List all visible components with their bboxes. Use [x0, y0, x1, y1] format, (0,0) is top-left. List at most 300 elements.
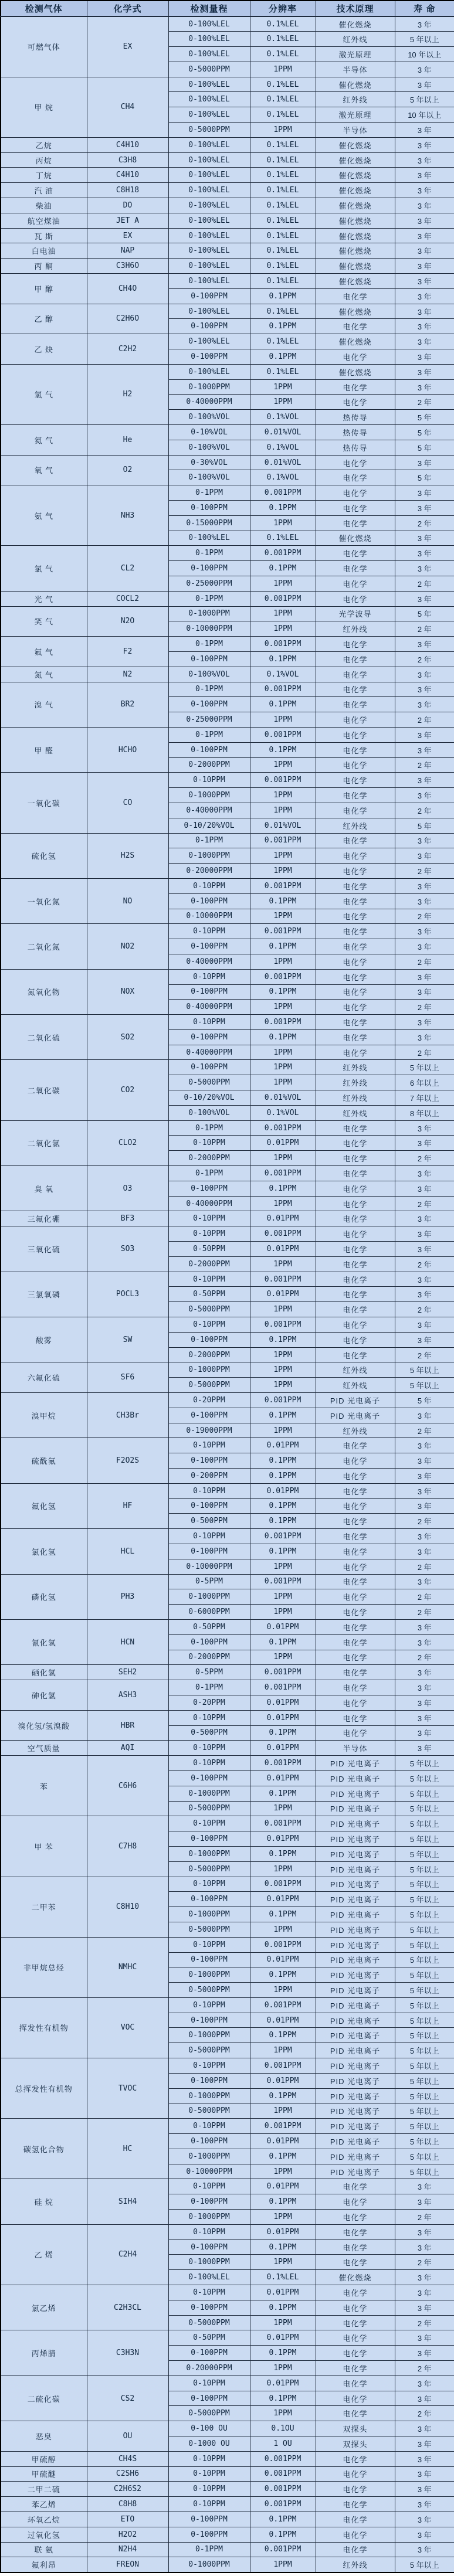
lifespan-cell: 5 年以上 [395, 2164, 454, 2179]
chemical-formula-cell: PH3 [87, 1574, 168, 1619]
lifespan-cell: 3 年 [395, 742, 454, 757]
lifespan-cell: 5 年以上 [395, 2088, 454, 2103]
table-row [1, 364, 454, 379]
table-row [1, 152, 454, 168]
resolution-cell: 1PPM [250, 2255, 316, 2270]
resolution-cell: 0.1%LEL [250, 32, 316, 47]
detection-range-cell: 0-10PPM [168, 1741, 250, 1756]
resolution-cell: 1PPM [250, 123, 316, 138]
detection-range-cell: 0-10PPM [168, 1317, 250, 1333]
lifespan-cell: 3 年 [395, 682, 454, 697]
resolution-cell: 0.1PPM [250, 501, 316, 516]
detection-range-cell: 0-100%LEL [168, 183, 250, 198]
table-row [1, 1937, 454, 1952]
lifespan-cell: 3 年 [395, 2179, 454, 2194]
detection-range-cell: 0-5000PPM [168, 1075, 250, 1090]
resolution-cell: 1PPM [250, 62, 316, 77]
principle-cell: 电化学 [316, 2466, 395, 2482]
resolution-cell: 0.1%LEL [250, 137, 316, 152]
gas-name-cell: 光 气 [1, 591, 87, 606]
table-row [1, 2285, 454, 2300]
detection-range-cell: 0-50PPM [168, 1619, 250, 1634]
detection-range-cell: 0-5000PPM [168, 1801, 250, 1816]
resolution-cell: 0.1%LEL [250, 259, 316, 274]
chemical-formula-cell: CH4 [87, 77, 168, 137]
resolution-cell: 0.1PPM [250, 742, 316, 757]
principle-cell: 电化学 [316, 2285, 395, 2300]
lifespan-cell: 3 年 [395, 2542, 454, 2557]
principle-cell: 电化学 [316, 1483, 395, 1498]
table-row [1, 168, 454, 183]
lifespan-cell: 5 年以上 [395, 1983, 454, 1998]
resolution-cell: 0.01PPM [250, 2330, 316, 2346]
gas-name-cell: 氧 气 [1, 455, 87, 485]
detection-range-cell: 0-10PPM [168, 969, 250, 984]
lifespan-cell: 3 年 [395, 2300, 454, 2315]
lifespan-cell: 3 年 [395, 2497, 454, 2512]
principle-cell: 电化学 [316, 1347, 395, 1362]
chemical-formula-cell: C3H3N [87, 2330, 168, 2376]
chemical-formula-cell: C3H6O [87, 259, 168, 274]
resolution-cell: 0.1%LEL [250, 92, 316, 107]
principle-cell: 电化学 [316, 954, 395, 969]
resolution-cell: 0.1%LEL [250, 2270, 316, 2285]
detection-range-cell: 0-100PPM [168, 1770, 250, 1786]
principle-cell: PID 光电离子 [316, 1846, 395, 1861]
lifespan-cell: 5 年以上 [395, 1877, 454, 1892]
detection-range-cell: 0-1000PPM [168, 2557, 250, 2572]
detection-range-cell: 0-200PPM [168, 1469, 250, 1484]
principle-cell: PID 光电离子 [316, 1831, 395, 1847]
gas-name-cell: 甲 醛 [1, 727, 87, 772]
resolution-cell: 1PPM [250, 1045, 316, 1060]
chemical-formula-cell: VOC [87, 1997, 168, 2058]
lifespan-cell: 5 年 [395, 1393, 454, 1408]
lifespan-cell: 3 年 [395, 334, 454, 349]
principle-cell: 电化学 [316, 470, 395, 485]
lifespan-cell: 5 年以上 [395, 1892, 454, 1907]
lifespan-cell: 3 年 [395, 1665, 454, 1680]
resolution-cell: 0.01PPM [250, 1952, 316, 1967]
lifespan-cell: 3 年 [395, 1120, 454, 1136]
lifespan-cell: 3 年 [395, 2482, 454, 2497]
principle-cell: PID 光电离子 [316, 2013, 395, 2028]
table-row [1, 2466, 454, 2482]
principle-cell: 双探头 [316, 2421, 395, 2436]
table-row [1, 2482, 454, 2497]
principle-cell: 电化学 [316, 395, 395, 410]
detection-range-cell: 0-10PPM [168, 2497, 250, 2512]
lifespan-cell: 3 年 [395, 1438, 454, 1453]
detection-range-cell: 0-10PPM [168, 2376, 250, 2391]
resolution-cell: 1PPM [250, 576, 316, 591]
detection-range-cell: 0-2000PPM [168, 757, 250, 773]
detection-range-cell: 0-100PPM [168, 984, 250, 1000]
chemical-formula-cell: HCN [87, 1619, 168, 1664]
gas-name-cell: 氟化氢 [1, 1483, 87, 1528]
table-row [1, 183, 454, 198]
gas-name-cell: 苯 [1, 1756, 87, 1816]
table-row [1, 1120, 454, 1136]
lifespan-cell: 3 年 [395, 1544, 454, 1559]
principle-cell: 电化学 [316, 2315, 395, 2330]
detection-range-cell: 0-100%LEL [168, 259, 250, 274]
resolution-cell: 0.01PPM [250, 2134, 316, 2149]
lifespan-cell: 3 年 [395, 2436, 454, 2452]
gas-name-cell: 磷化氢 [1, 1574, 87, 1619]
detection-range-cell: 0-100PPM [168, 2194, 250, 2210]
resolution-cell: 0.1PPM [250, 349, 316, 365]
detection-range-cell: 0-10000PPM [168, 909, 250, 924]
detection-range-cell: 0-100PPM [168, 697, 250, 712]
resolution-cell: 1PPM [250, 379, 316, 395]
chemical-formula-cell: HC [87, 2119, 168, 2179]
detection-range-cell: 0-100PPM [168, 501, 250, 516]
principle-cell: 电化学 [316, 742, 395, 757]
chemical-formula-cell: TVOC [87, 2058, 168, 2119]
detection-range-cell: 0-100%LEL [168, 32, 250, 47]
detection-range-cell: 0-10PPM [168, 1211, 250, 1226]
detection-range-cell: 0-10000PPM [168, 621, 250, 637]
principle-cell: 电化学 [316, 651, 395, 667]
principle-cell: 电化学 [316, 848, 395, 864]
table-row [1, 606, 454, 621]
resolution-cell: 1PPM [250, 1256, 316, 1272]
table-row [1, 16, 454, 32]
resolution-cell: 1PPM [250, 1060, 316, 1075]
resolution-cell: 0.001PPM [250, 969, 316, 984]
resolution-cell: 0.001PPM [250, 773, 316, 788]
gas-name-cell: 柴油 [1, 198, 87, 213]
lifespan-cell: 3 年 [395, 274, 454, 289]
principle-cell: 催化燃烧 [316, 183, 395, 198]
resolution-cell: 0.001PPM [250, 833, 316, 848]
detection-range-cell: 0-100PPM [168, 2013, 250, 2028]
gas-name-cell: 一氧化氮 [1, 878, 87, 923]
lifespan-cell: 5 年以上 [395, 1922, 454, 1937]
detection-range-cell: 0-100%LEL [168, 198, 250, 213]
detection-range-cell: 0-100%LEL [168, 92, 250, 107]
detection-range-cell: 0-100PPM [168, 1453, 250, 1469]
gas-name-cell: 溴化氢/氢溴酸 [1, 1710, 87, 1741]
principle-cell: 电化学 [316, 1544, 395, 1559]
table-row [1, 1483, 454, 1498]
resolution-cell: 0.1%LEL [250, 183, 316, 198]
detection-range-cell: 0-1PPM [168, 485, 250, 501]
chemical-formula-cell: NMHC [87, 1937, 168, 1997]
lifespan-cell: 5 年以上 [395, 92, 454, 107]
table-row [1, 667, 454, 682]
detection-range-cell: 0-100PPM [168, 2512, 250, 2527]
detection-range-cell: 0-1000PPM [168, 848, 250, 864]
resolution-cell: 0.1PPM [250, 1453, 316, 1469]
detection-range-cell: 0-100PPM [168, 939, 250, 954]
lifespan-cell: 3 年 [395, 1529, 454, 1544]
table-row [1, 773, 454, 788]
resolution-cell: 0.1PPM [250, 288, 316, 304]
resolution-cell: 0.1%LEL [250, 47, 316, 62]
table-row [1, 682, 454, 697]
principle-cell: 电化学 [316, 1136, 395, 1151]
lifespan-cell: 5 年以上 [395, 1770, 454, 1786]
table-row [1, 591, 454, 606]
resolution-cell: 1PPM [250, 1650, 316, 1665]
detection-range-cell: 0-100PPM [168, 319, 250, 334]
lifespan-cell: 3 年 [395, 939, 454, 954]
lifespan-cell: 5 年以上 [395, 1362, 454, 1378]
table-row [1, 2058, 454, 2074]
gas-name-cell: 六氟化硫 [1, 1362, 87, 1393]
lifespan-cell: 3 年 [395, 667, 454, 682]
detection-range-cell: 0-1PPM [168, 2542, 250, 2557]
detection-range-cell: 0-5000PPM [168, 1302, 250, 1317]
gas-name-cell: 硫化氢 [1, 833, 87, 878]
lifespan-cell: 3 年 [395, 1634, 454, 1650]
resolution-cell: 1PPM [250, 515, 316, 531]
chemical-formula-cell: SEH2 [87, 1665, 168, 1680]
detection-range-cell: 0-100PPM [168, 1029, 250, 1045]
gas-name-cell: 二氧化氮 [1, 924, 87, 969]
chemical-formula-cell: HF [87, 1483, 168, 1528]
detection-range-cell: 0-10/20%VOL [168, 1090, 250, 1106]
resolution-cell: 0.1%LEL [250, 243, 316, 259]
detection-range-cell: 0-100PPM [168, 1544, 250, 1559]
principle-cell: 电化学 [316, 893, 395, 909]
principle-cell: PID 光电离子 [316, 1801, 395, 1816]
lifespan-cell: 3 年 [395, 2466, 454, 2482]
chemical-formula-cell: COCL2 [87, 591, 168, 606]
principle-cell: 电化学 [316, 1045, 395, 1060]
lifespan-cell: 5 年 [395, 818, 454, 833]
chemical-formula-cell: OU [87, 2421, 168, 2452]
lifespan-cell: 3 年 [395, 1741, 454, 1756]
table-row [1, 878, 454, 893]
principle-cell: 电化学 [316, 969, 395, 984]
resolution-cell: 0.001PPM [250, 924, 316, 939]
table-row [1, 1680, 454, 1695]
detection-range-cell: 0-5000PPM [168, 1378, 250, 1393]
resolution-cell: 0.01PPM [250, 1136, 316, 1151]
gas-name-cell: 甲 苯 [1, 1816, 87, 1877]
resolution-cell: 0.01PPM [250, 1710, 316, 1725]
lifespan-cell: 3 年 [395, 1332, 454, 1347]
principle-cell: 红外线 [316, 1378, 395, 1393]
principle-cell: 催化燃烧 [316, 213, 395, 228]
detection-range-cell: 0-100%LEL [168, 228, 250, 243]
lifespan-cell: 8 年以上 [395, 1105, 454, 1120]
table-row [1, 1877, 454, 1892]
principle-cell: 电化学 [316, 1695, 395, 1710]
chemical-formula-cell: C8H8 [87, 2497, 168, 2512]
table-row [1, 304, 454, 319]
detection-range-cell: 0-100PPM [168, 2391, 250, 2406]
resolution-cell: 0.01%VOL [250, 425, 316, 440]
resolution-cell: 0.1%LEL [250, 304, 316, 319]
resolution-cell: 0.001PPM [250, 1816, 316, 1831]
resolution-cell: 0.1PPM [250, 1725, 316, 1741]
resolution-cell: 0.001PPM [250, 1166, 316, 1181]
resolution-cell: 0.01%VOL [250, 1090, 316, 1106]
principle-cell: 电化学 [316, 788, 395, 803]
resolution-cell: 0.1%LEL [250, 531, 316, 546]
chemical-formula-cell: SO3 [87, 1226, 168, 1272]
table-row [1, 334, 454, 349]
resolution-cell: 0.1PPM [250, 319, 316, 334]
resolution-cell: 1PPM [250, 1378, 316, 1393]
principle-cell: 电化学 [316, 2512, 395, 2527]
table-body [1, 16, 454, 2572]
gas-name-cell: 氰化氢 [1, 1619, 87, 1664]
lifespan-cell: 2 年 [395, 954, 454, 969]
detection-range-cell: 0-100PPM [168, 2073, 250, 2088]
chemical-formula-cell: HCL [87, 1529, 168, 1574]
chemical-formula-cell: C2H6S2 [87, 2482, 168, 2497]
detection-range-cell: 0-1PPM [168, 1120, 250, 1136]
detection-range-cell: 0-100%LEL [168, 304, 250, 319]
principle-cell: 催化燃烧 [316, 77, 395, 92]
principle-cell: PID 光电离子 [316, 2119, 395, 2134]
gas-name-cell: 碳氢化合物 [1, 2119, 87, 2179]
detection-range-cell: 0-1000 OU [168, 2436, 250, 2452]
principle-cell: 电化学 [316, 1211, 395, 1226]
principle-cell: 电化学 [316, 591, 395, 606]
principle-cell: 电化学 [316, 2239, 395, 2255]
detection-range-cell: 0-100PPM [168, 2527, 250, 2542]
resolution-cell: 0.001PPM [250, 727, 316, 742]
lifespan-cell: 3 年 [395, 77, 454, 92]
lifespan-cell: 5 年以上 [395, 2149, 454, 2164]
lifespan-cell: 3 年 [395, 697, 454, 712]
lifespan-cell: 3 年 [395, 1317, 454, 1333]
principle-cell: 电化学 [316, 349, 395, 365]
table-row [1, 485, 454, 501]
lifespan-cell: 5 年以上 [395, 1060, 454, 1075]
principle-cell: 电化学 [316, 379, 395, 395]
gas-name-cell: 溴甲烷 [1, 1393, 87, 1438]
lifespan-cell: 3 年 [395, 591, 454, 606]
resolution-cell: 0.1%LEL [250, 198, 316, 213]
principle-cell: 电化学 [316, 1605, 395, 1620]
principle-cell: PID 光电离子 [316, 1907, 395, 1922]
resolution-cell: 0.1PPM [250, 1544, 316, 1559]
table-row [1, 2119, 454, 2134]
principle-cell: 电化学 [316, 773, 395, 788]
principle-cell: 电化学 [316, 1242, 395, 1257]
detection-range-cell: 0-5000PPM [168, 1922, 250, 1937]
table-row [1, 1741, 454, 1756]
lifespan-cell: 3 年 [395, 2512, 454, 2527]
detection-range-cell: 0-10PPM [168, 2058, 250, 2074]
resolution-cell: 1PPM [250, 1075, 316, 1090]
principle-cell: 电化学 [316, 2497, 395, 2512]
lifespan-cell: 3 年 [395, 2346, 454, 2361]
gas-name-cell: 氢 气 [1, 364, 87, 424]
resolution-cell: 1PPM [250, 788, 316, 803]
lifespan-cell: 5 年 [395, 606, 454, 621]
gas-name-cell: 二硫化碳 [1, 2376, 87, 2421]
principle-cell: 电化学 [316, 1151, 395, 1166]
lifespan-cell: 3 年 [395, 1483, 454, 1498]
resolution-cell: 0.1PPM [250, 651, 316, 667]
table-row [1, 2224, 454, 2239]
detection-range-cell: 0-100PPM [168, 651, 250, 667]
chemical-formula-cell: C8H18 [87, 183, 168, 198]
chemical-formula-cell: C4H10 [87, 137, 168, 152]
lifespan-cell: 3 年 [395, 2527, 454, 2542]
principle-cell: 电化学 [316, 1302, 395, 1317]
detection-range-cell: 0-20000PPM [168, 2361, 250, 2376]
principle-cell: 电化学 [316, 1272, 395, 1287]
principle-cell: 催化燃烧 [316, 259, 395, 274]
detection-range-cell: 0-100%VOL [168, 410, 250, 425]
resolution-cell: 1PPM [250, 848, 316, 864]
principle-cell: 电化学 [316, 1015, 395, 1030]
principle-cell: 电化学 [316, 1725, 395, 1741]
chemical-formula-cell: CLO2 [87, 1120, 168, 1165]
principle-cell: 催化燃烧 [316, 152, 395, 168]
principle-cell: 电化学 [316, 712, 395, 728]
resolution-cell: 0.1%VOL [250, 470, 316, 485]
lifespan-cell: 2 年 [395, 1605, 454, 1620]
lifespan-cell: 6 年以上 [395, 1075, 454, 1090]
chemical-formula-cell: NOX [87, 969, 168, 1014]
principle-cell: 电化学 [316, 1453, 395, 1469]
resolution-cell: 0.1%LEL [250, 274, 316, 289]
table-row [1, 2376, 454, 2391]
resolution-cell: 0.1PPM [250, 1967, 316, 1983]
principle-cell: 半导体 [316, 62, 395, 77]
table-row [1, 1060, 454, 1075]
detection-range-cell: 0-100PPM [168, 349, 250, 365]
chemical-formula-cell: O2 [87, 455, 168, 485]
lifespan-cell: 2 年 [395, 651, 454, 667]
principle-cell: 催化燃烧 [316, 531, 395, 546]
detection-range-cell: 0-100%LEL [168, 152, 250, 168]
lifespan-cell: 2 年 [395, 1151, 454, 1166]
resolution-cell: 1PPM [250, 1000, 316, 1015]
detection-range-cell: 0-10PPM [168, 1438, 250, 1453]
resolution-cell: 0.001PPM [250, 2542, 316, 2557]
resolution-cell: 1PPM [250, 2315, 316, 2330]
lifespan-cell: 2 年 [395, 515, 454, 531]
lifespan-cell: 3 年 [395, 1029, 454, 1045]
gas-name-cell: 二甲苯 [1, 1877, 87, 1937]
table-row [1, 833, 454, 848]
principle-cell: 电化学 [316, 878, 395, 893]
table-row [1, 2542, 454, 2557]
principle-cell: 红外线 [316, 818, 395, 833]
detection-range-cell: 0-100PPM [168, 2346, 250, 2361]
table-header [1, 1, 454, 16]
gas-name-cell: 恶臭 [1, 2421, 87, 2452]
detection-range-cell: 0-100PPM [168, 1831, 250, 1847]
chemical-formula-cell: BF3 [87, 1211, 168, 1226]
detection-range-cell: 0-10PPM [168, 1710, 250, 1725]
lifespan-cell: 2 年 [395, 1302, 454, 1317]
table-row [1, 1393, 454, 1408]
principle-cell: 催化燃烧 [316, 304, 395, 319]
principle-cell: PID 光电离子 [316, 1952, 395, 1967]
detection-range-cell: 0-5PPM [168, 1574, 250, 1589]
chemical-formula-cell: He [87, 425, 168, 456]
resolution-cell: 1PPM [250, 1559, 316, 1574]
lifespan-cell: 5 年以上 [395, 2058, 454, 2074]
lifespan-cell: 2 年 [395, 864, 454, 879]
resolution-cell: 0.001PPM [250, 2497, 316, 2512]
detection-range-cell: 0-50PPM [168, 1242, 250, 1257]
resolution-cell: 0.01PPM [250, 2013, 316, 2028]
gas-name-cell: 丙 酮 [1, 259, 87, 274]
